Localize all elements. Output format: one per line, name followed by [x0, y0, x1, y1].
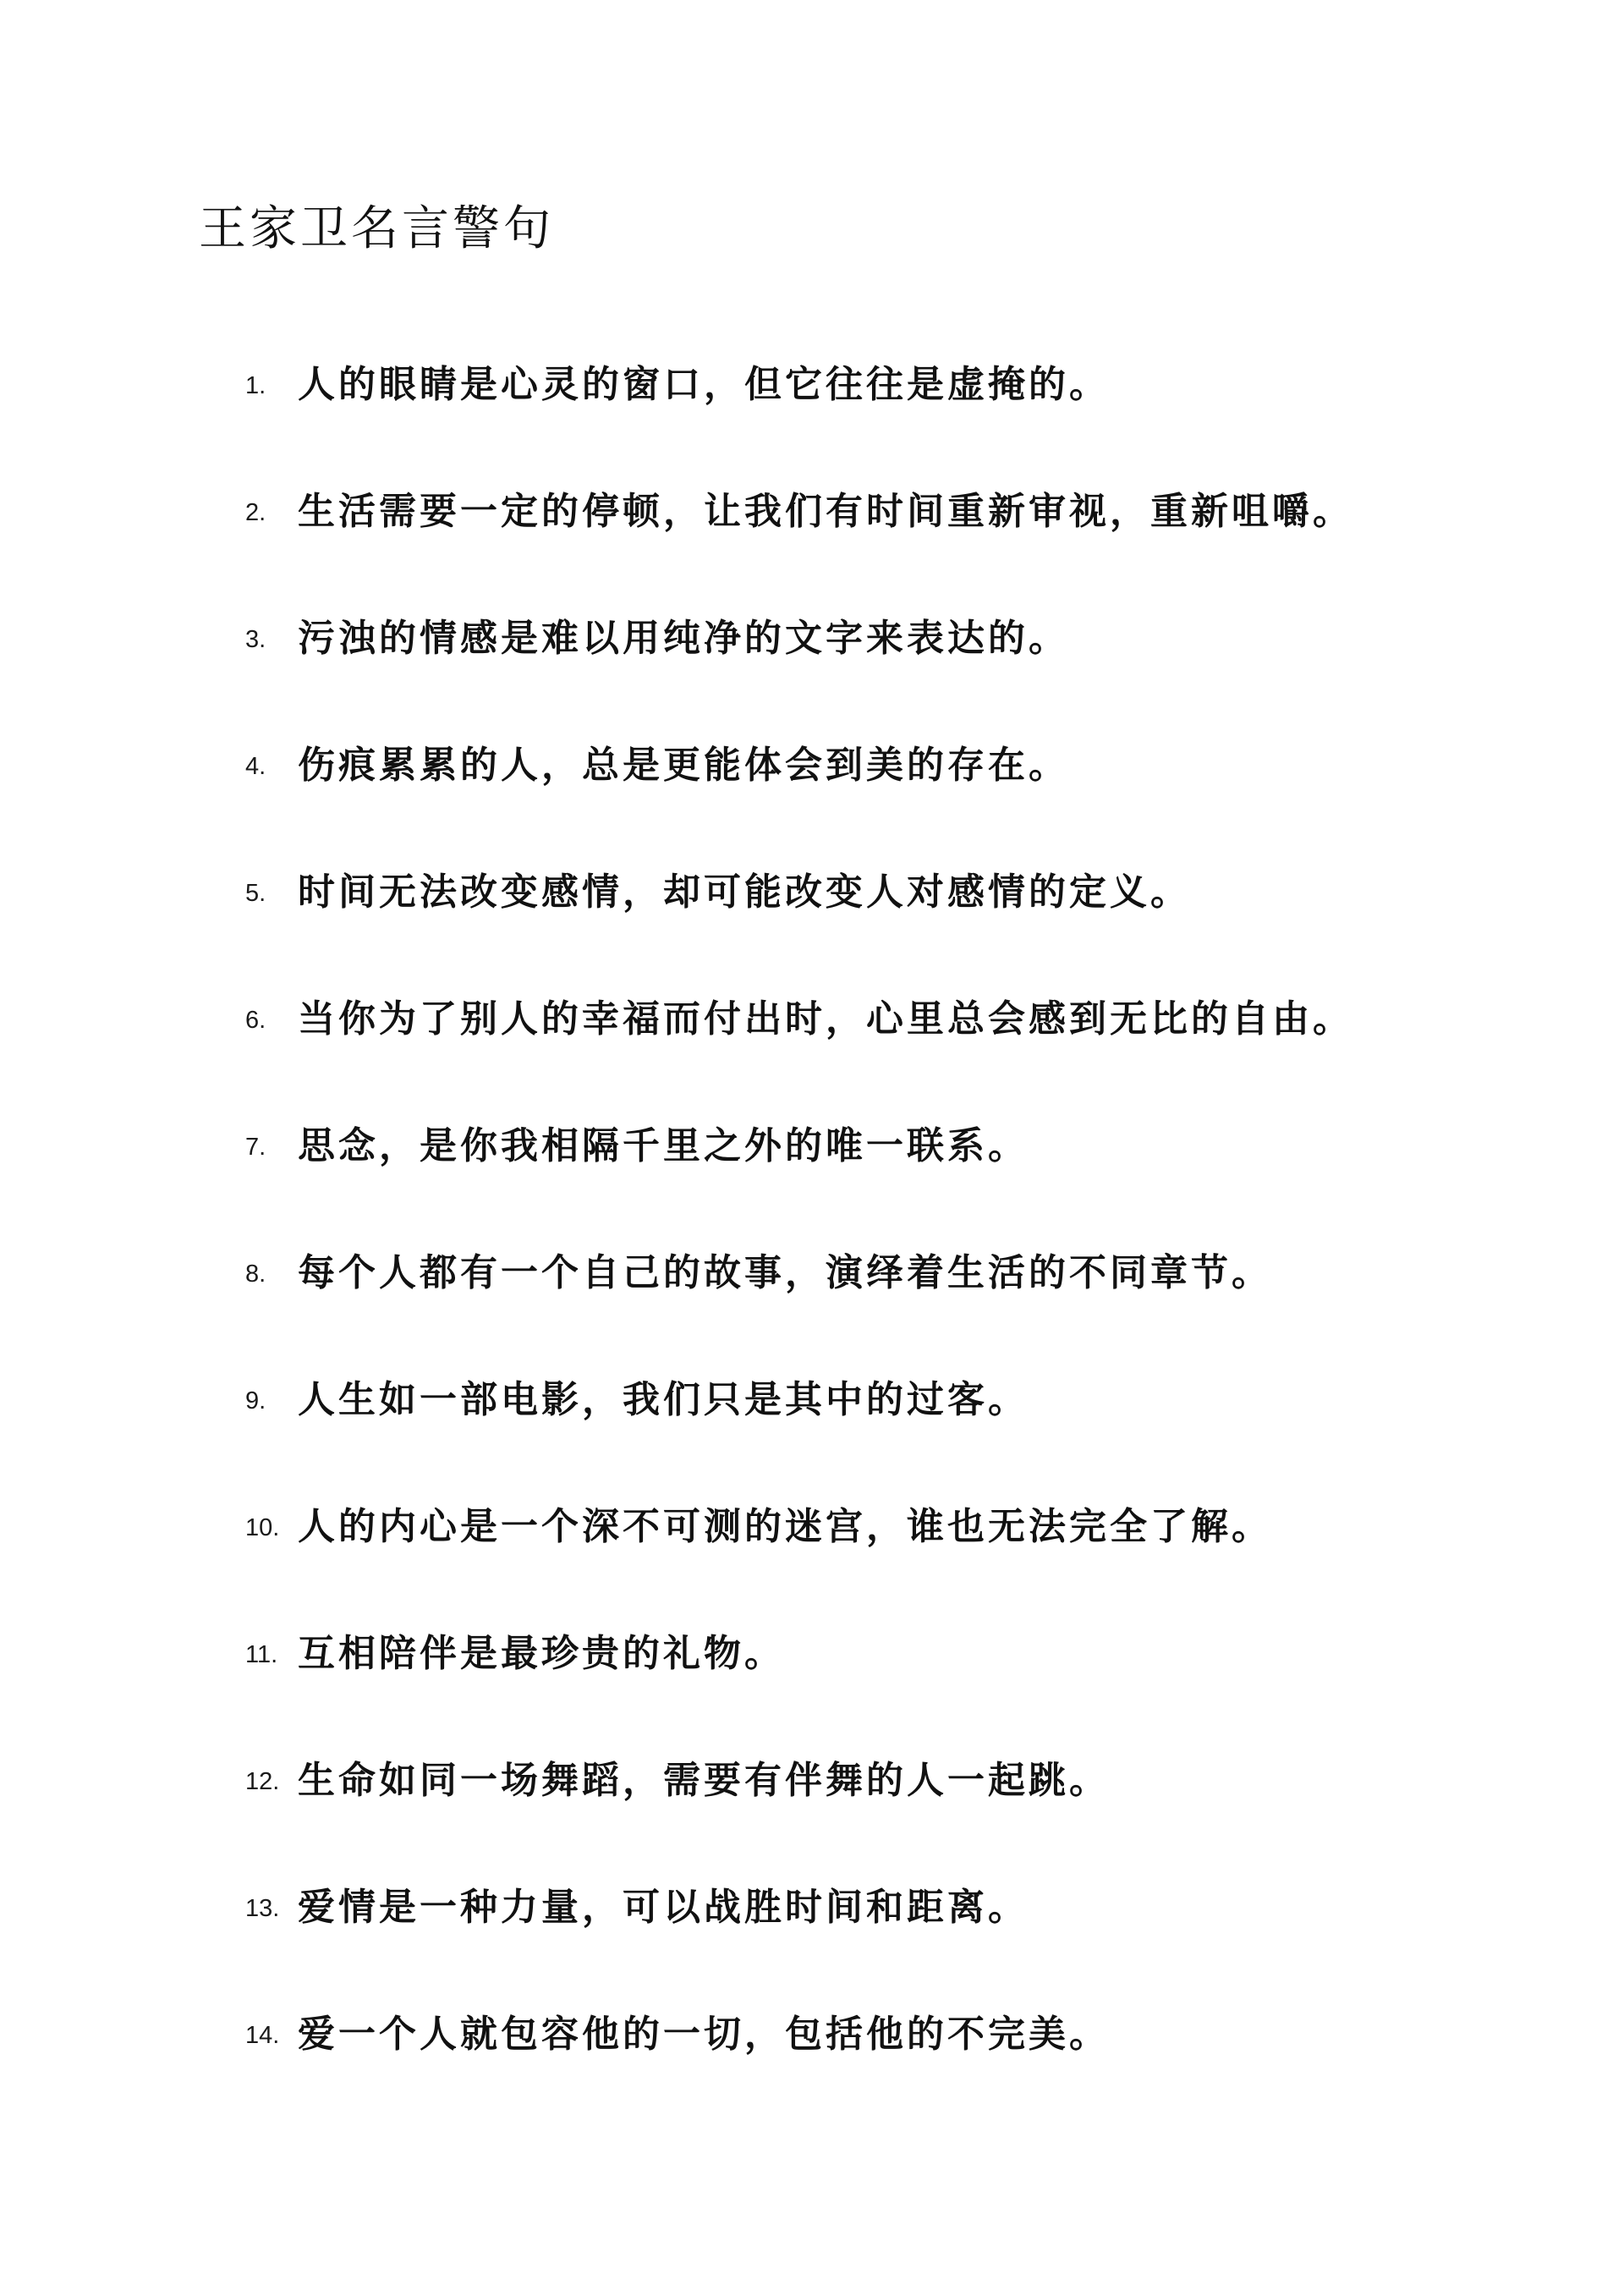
- quote-item: [245, 351, 1514, 410]
- quote-text: 当你为了别人的幸福而付出时，心里总会感到无比的自由。: [298, 997, 1353, 1041]
- quote-number: 13.: [245, 1894, 280, 1922]
- quote-text: 爱一个人就包容他的一切，包括他的不完美。: [298, 2013, 1110, 2056]
- quote-number: 5.: [245, 879, 266, 907]
- quote-item: [245, 732, 1514, 791]
- quote-item: [245, 1620, 1514, 1679]
- quote-number: 3.: [245, 625, 266, 653]
- quote-text: 生活需要一定的停顿，让我们有时间重新审视，重新咀嚼。: [298, 490, 1353, 533]
- quote-item: [245, 2001, 1514, 2060]
- quote-text: 污浊的情感是难以用纯净的文字来表达的。: [298, 617, 1069, 660]
- quote-number: 11.: [245, 1640, 278, 1668]
- quote-item: [245, 859, 1514, 918]
- quote-text: 生命如同一场舞蹈，需要有伴舞的人一起跳。: [298, 1759, 1110, 1802]
- quote-number: 9.: [245, 1387, 266, 1414]
- quote-number: 10.: [245, 1513, 280, 1541]
- quote-item: [245, 605, 1514, 664]
- document-title: 王家卫名言警句: [199, 201, 554, 256]
- quote-number: 2.: [245, 498, 266, 526]
- quote-text: 互相陪伴是最珍贵的礼物。: [298, 1632, 785, 1675]
- quote-text: 每个人都有一个自己的故事，演绎着生活的不同章节。: [298, 1251, 1272, 1294]
- quote-item: [245, 1239, 1514, 1299]
- quote-text: 爱情是一种力量，可以战胜时间和距离。: [298, 1886, 1029, 1929]
- quote-item: [245, 1366, 1514, 1425]
- quote-item: [245, 478, 1514, 537]
- quote-number: 4.: [245, 752, 266, 780]
- quote-item: [245, 1112, 1514, 1172]
- quote-item: [245, 1874, 1514, 1933]
- quote-text: 思念，是你我相隔千里之外的唯一联系。: [298, 1124, 1029, 1167]
- quote-text: 伤痕累累的人，总是更能体会到美的存在。: [298, 744, 1069, 787]
- quote-number: 14.: [245, 2021, 280, 2049]
- quote-item: [245, 986, 1514, 1045]
- quote-item: [245, 1493, 1514, 1552]
- quote-text: 人生如一部电影，我们只是其中的过客。: [298, 1378, 1029, 1421]
- quote-number: 1.: [245, 371, 266, 399]
- quote-text: 人的眼睛是心灵的窗口，但它往往是虚掩的。: [298, 363, 1110, 406]
- quote-number: 6.: [245, 1006, 266, 1034]
- quote-number: 12.: [245, 1767, 280, 1795]
- quote-text: 时间无法改变感情，却可能改变人对感情的定义。: [298, 871, 1191, 914]
- quote-item: [245, 1747, 1514, 1806]
- quote-text: 人的内心是一个深不可测的迷宫，谁也无法完全了解。: [298, 1505, 1272, 1548]
- quote-number: 8.: [245, 1260, 266, 1288]
- quote-number: 7.: [245, 1133, 266, 1161]
